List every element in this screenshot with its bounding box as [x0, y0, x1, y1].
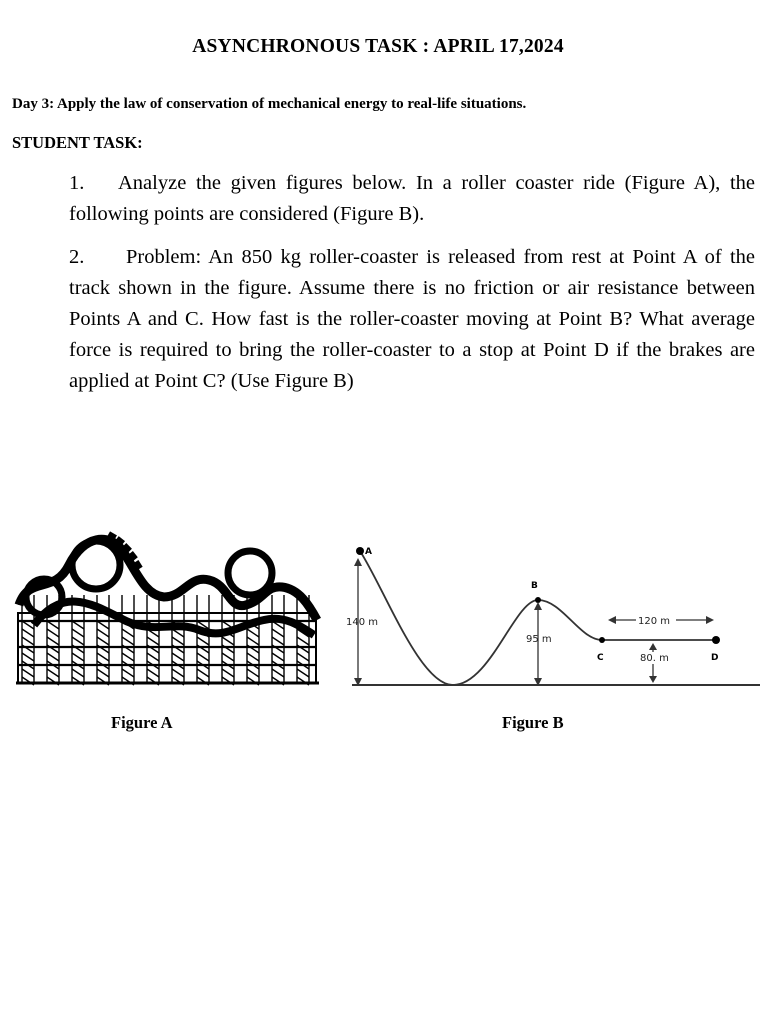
task-item-2-number: 2. — [69, 246, 85, 268]
height-b-label: 95 m — [526, 634, 552, 645]
figure-a-roller-coaster — [14, 525, 324, 690]
distance-cd-label: 120 m — [638, 616, 671, 627]
point-c-marker — [599, 637, 605, 643]
figure-a-caption: Figure A — [111, 713, 173, 732]
figure-b-track-diagram — [340, 540, 764, 695]
point-a-marker — [356, 547, 364, 555]
height-a-label: 140 m — [346, 617, 379, 628]
height-cd-label: 80. m — [640, 653, 669, 664]
task-item-2-text: Problem: An 850 kg roller-coaster is released from rest at Point A of the track shown in the figure. Assume there is no friction or air resistance between Points A and C. How fast is the roller-coaster moving at Point B? What average force is required to bring the roller-coaster to a stop at Point D if the brakes are applied at Point C? (Use Figure B) — [69, 246, 755, 392]
student-task-heading: STUDENT TASK: — [12, 133, 143, 152]
task-item-1-number: 1. — [69, 172, 85, 194]
point-c-label: C — [597, 653, 604, 663]
task-item-1-text: Analyze the given figures below. In a roller coaster ride (Figure A), the following points are considered (Figure B). — [69, 172, 755, 225]
point-b-label: B — [531, 581, 538, 591]
task-item-2 — [69, 242, 755, 397]
point-d-label: D — [711, 653, 719, 663]
figure-b-caption: Figure B — [502, 713, 564, 732]
point-a-label: A — [365, 547, 372, 557]
task-item-1 — [69, 168, 755, 230]
day-objective: Day 3: Apply the law of conservation of mechanical energy to real-life situations. — [12, 96, 527, 112]
page-title: ASYNCHRONOUS TASK : APRIL 17,2024 — [192, 36, 564, 57]
point-d-marker — [712, 636, 720, 644]
